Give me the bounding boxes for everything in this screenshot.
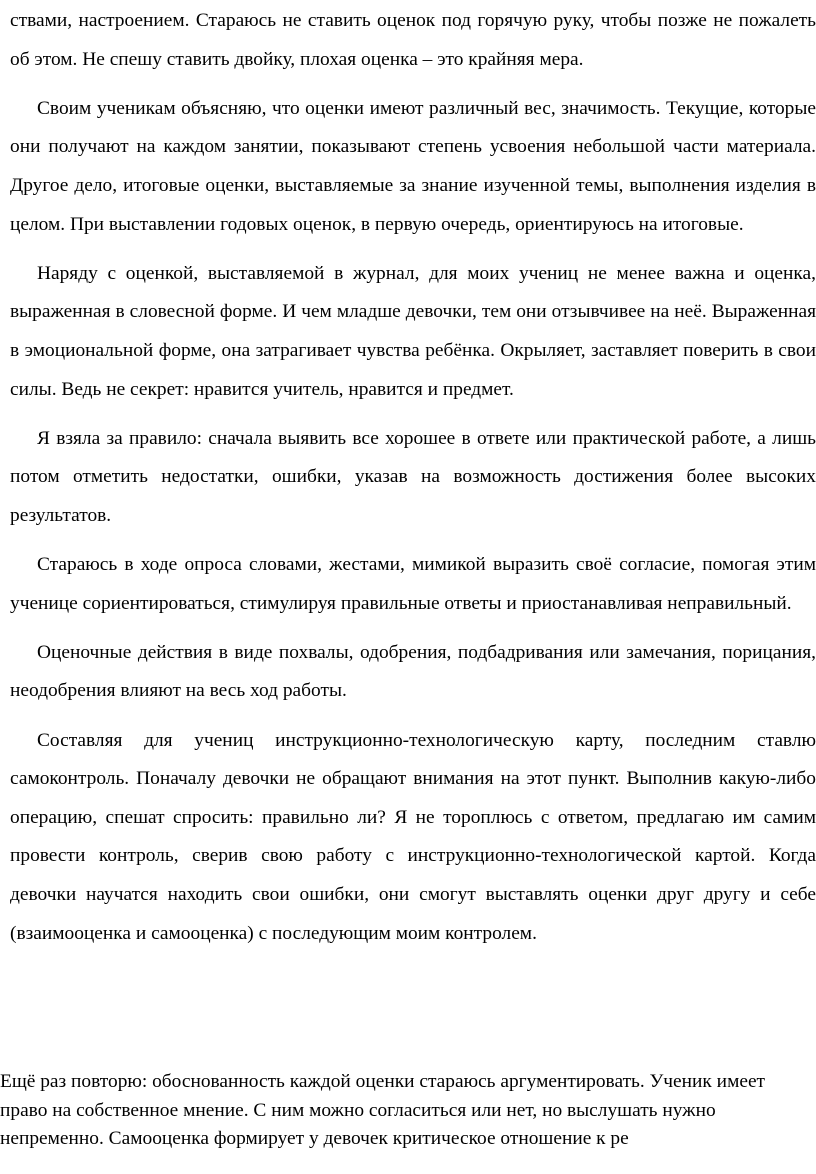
paragraph-7: Составляя для учениц инструкционно-технологическую карту, последним ставлю самоконтроль. Поначалу девочки не обращают внимания на этот пункт. Выполнив какую-либо операцию, спешат спросить: правильно ли? Я не тороплюсь с ответом, предлагаю им самим провести контроль, сверив свою работу с инструкционно-технологической картой. Когда девочки научатся находить свои ошибки, они смогут выставлять оценки друг другу и себе (взаимооценка и самооценка) с последующим моим контролем. <box>10 729 816 944</box>
document-body <box>10 2 816 964</box>
paragraph-3: Наряду с оценкой, выставляемой в журнал, для моих учениц не менее важна и оценка, выраженная в словесной форме. И чем младше девочки, тем они отзывчивее на неё. Выраженная в эмоциональной форме, она затрагивает чувства ребёнка. Окрыляет, заставляет поверить в свои силы. Ведь не секрет: нравится учитель, нравится и предмет. <box>10 262 816 400</box>
paragraph-8: Ещё раз повторю: обоснованность каждой оценки стараюсь аргументировать. Ученик имеет право на собственное мнение. С ним можно согласиться или нет, но выслушать нужно непременно. Самооценка формирует у девочек критическое отношение к ре <box>0 1071 766 1149</box>
document-tail <box>0 1068 800 1154</box>
paragraph-1: ствами, настроением. Стараюсь не ставить оценок под горячую руку, чтобы позже не пожалеть об этом. Не спешу ставить двойку, плохая оценка – это крайняя мера. <box>10 10 816 70</box>
paragraph-6: Оценочные действия в виде похвалы, одобрения, подбадривания или замечания, порицания, неодобрения влияют на весь ход работы. <box>10 641 816 702</box>
paragraph-4: Я взяла за правило: сначала выявить все хорошее в ответе или практической работе, а лишь потом отметить недостатки, ошибки, указав на возможность достижения более высоких результатов. <box>10 427 816 526</box>
paragraph-2: Своим ученикам объясняю, что оценки имеют различный вес, значимость. Текущие, которые они получают на каждом занятии, показывают степень усвоения небольшой части материала. Другое дело, итоговые оценки, выставляемые за знание изученной темы, выполнения изделия в целом. При выставлении годовых оценок, в первую очередь, ориентируюсь на итоговые. <box>10 97 816 235</box>
paragraph-5: Стараюсь в ходе опроса словами, жестами, мимикой выразить своё согласие, помогая этим ученице сориентироваться, стимулируя правильные ответы и приостанавливая неправильный. <box>10 554 816 614</box>
